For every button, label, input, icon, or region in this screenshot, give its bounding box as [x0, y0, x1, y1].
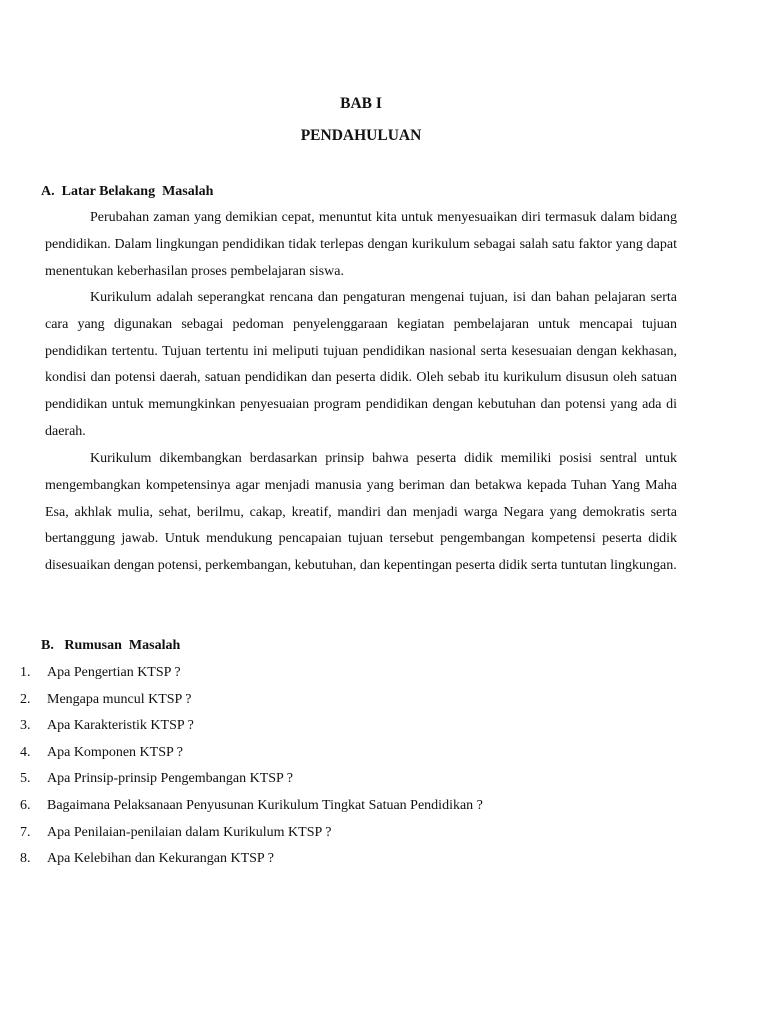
list-item-text: Apa Komponen KTSP ?: [47, 744, 183, 760]
list-item: [20, 740, 483, 767]
list-item: [20, 820, 483, 847]
list-item: [20, 660, 483, 687]
list-item-text: Apa Prinsip-prinsip Pengembangan KTSP ?: [47, 771, 294, 787]
list-item-text: Apa Kelebihan dan Kekurangan KTSP ?: [47, 851, 274, 867]
list-item-number: 5.: [20, 771, 31, 787]
list-item-text: Apa Karakteristik KTSP ?: [47, 718, 194, 734]
chapter-number: BAB I: [340, 95, 382, 112]
list-item: [20, 713, 483, 740]
list-item-number: 3.: [20, 718, 31, 734]
list-item-text: Apa Pengertian KTSP ?: [47, 665, 181, 680]
background-paragraph-2: Kurikulum adalah seperangkat rencana dan pengaturan mengenai tujuan, isi dan bahan pelajaran serta cara yang digunakan sebagai pedoman penyelenggaraan kegiatan pembelajaran untuk mencapai tujuan pendidikan tertentu. Tujuan tertentu ini meliputi tujuan pendidikan nasional serta kesesuaian dengan kekhasan, kondisi dan potensi daerah, satuan pendidikan dan peserta didik. Oleh sebab itu kurikulum disusun oleh satuan pendidikan untuk memungkinkan penyesuaian program pendidikan dengan kebutuhan dan potensi yang ada di daerah.: [45, 290, 677, 439]
list-item: [20, 687, 483, 714]
list-item-number: 1.: [20, 665, 31, 680]
section-a-heading: A. Latar Belakang Masalah: [41, 184, 214, 199]
section-b-heading: B. Rumusan Masalah: [41, 638, 181, 653]
list-item: [20, 846, 483, 873]
list-item-number: 7.: [20, 824, 31, 840]
background-paragraph-1: Perubahan zaman yang demikian cepat, menuntut kita untuk menyesuaikan diri termasuk dalam bidang pendidikan. Dalam lingkungan pendidikan tidak terlepas dengan kurikulum sebagai salah satu faktor yang dapat menentukan keberhasilan proses pembelajaran siswa.: [45, 210, 677, 279]
list-item: [20, 793, 483, 820]
problem-formulation-list: [20, 660, 483, 873]
list-item-text: Bagaimana Pelaksanaan Penyusunan Kurikulum Tingkat Satuan Pendidikan ?: [47, 797, 483, 813]
list-item-number: 4.: [20, 744, 31, 760]
background-paragraph-3: Kurikulum dikembangkan berdasarkan prinsip bahwa peserta didik memiliki posisi sentral untuk mengembangkan kompetensinya agar menjadi manusia yang beriman dan betakwa kepada Tuhan Yang Maha Esa, akhlak mulia, sehat, berilmu, cakap, kreatif, mandiri dan menjadi warga Negara yang demokratis serta bertanggung jawab. Untuk mendukung pencapaian tujuan tersebut pengembangan kompetensi peserta didik disesuaikan dengan potensi, perkembangan, kebutuhan, dan kepentingan peserta didik serta tuntutan lingkungan.: [45, 451, 677, 574]
list-item-number: 6.: [20, 797, 31, 813]
list-item: [20, 766, 483, 793]
chapter-title: PENDAHULUAN: [300, 127, 422, 144]
list-item-text: Mengapa muncul KTSP ?: [47, 691, 192, 707]
list-item-number: 2.: [20, 691, 31, 707]
list-item-text: Apa Penilaian-penilaian dalam Kurikulum KTSP ?: [47, 824, 332, 840]
list-item-number: 8.: [20, 851, 31, 867]
